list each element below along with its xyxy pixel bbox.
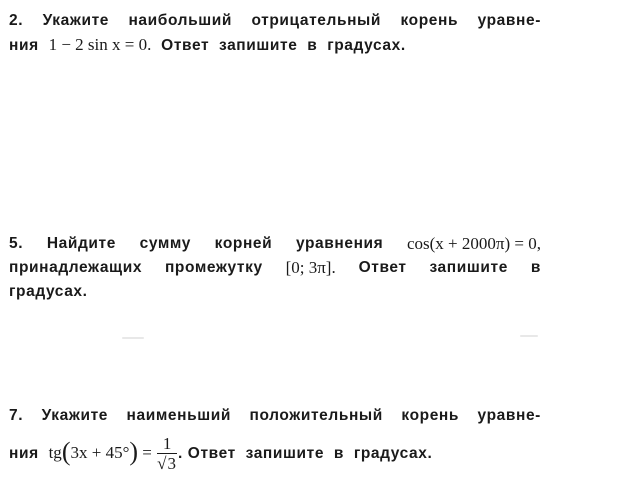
word: уравне- bbox=[477, 407, 541, 424]
problem-7-number: 7. bbox=[9, 407, 24, 424]
fraction-denominator bbox=[157, 454, 177, 474]
problem-2-number: 2. bbox=[9, 12, 24, 29]
tg-function: tg bbox=[48, 443, 62, 462]
word: корень bbox=[401, 407, 460, 424]
problem-7-line-2 bbox=[9, 432, 541, 475]
word: отрицательный bbox=[251, 12, 382, 29]
word: сумму bbox=[139, 235, 191, 252]
word: уравнения bbox=[295, 235, 384, 252]
word: ния bbox=[9, 37, 39, 54]
problem-2-line-1 bbox=[9, 10, 541, 32]
problem-5-line-3 bbox=[9, 281, 541, 303]
problem-7-line-1 bbox=[9, 405, 541, 427]
equals-sign: = bbox=[142, 443, 152, 462]
word: корень bbox=[400, 12, 459, 29]
word: Найдите bbox=[46, 235, 116, 252]
problem-2-line-2 bbox=[9, 34, 541, 57]
word: Укажите bbox=[42, 12, 109, 29]
problem-7-equation bbox=[48, 437, 157, 466]
problem-5-interval: [0; 3π]. bbox=[285, 258, 336, 277]
word: ния bbox=[9, 445, 39, 462]
right-paren: ) bbox=[129, 437, 139, 466]
problem-7-instruction: . Ответ запишите в градусах. bbox=[177, 445, 433, 462]
scan-mark bbox=[122, 337, 144, 339]
word: уравне- bbox=[477, 12, 541, 29]
word: наименьший bbox=[126, 407, 231, 424]
problem-5-line-1 bbox=[9, 233, 541, 255]
left-paren: ( bbox=[61, 437, 71, 466]
scan-mark bbox=[520, 335, 538, 337]
word: положительный bbox=[249, 407, 383, 424]
word: корней bbox=[214, 235, 273, 252]
word: промежутку bbox=[164, 259, 263, 276]
fraction bbox=[157, 434, 177, 474]
problem-5-equation: cos(x + 2000π) = 0, bbox=[406, 234, 541, 253]
word: Ответ bbox=[358, 259, 407, 276]
word: Укажите bbox=[41, 407, 109, 424]
sqrt-icon: √ bbox=[157, 453, 167, 473]
problem-5-line-2 bbox=[9, 257, 541, 279]
word: наибольший bbox=[128, 12, 232, 29]
word: принадлежащих bbox=[9, 259, 143, 276]
sqrt-radicand: 3 bbox=[167, 453, 176, 473]
word: в bbox=[530, 259, 541, 276]
word: градусах. bbox=[9, 283, 88, 300]
problem-2-instruction: Ответ запишите в градусах. bbox=[161, 37, 406, 54]
fraction-numerator: 1 bbox=[157, 434, 177, 454]
tg-argument: 3x + 45° bbox=[70, 443, 130, 462]
word: запишите bbox=[429, 259, 508, 276]
problem-5-number: 5. bbox=[9, 235, 24, 252]
problem-2-equation: 1 − 2 sin x = 0. bbox=[48, 35, 152, 54]
